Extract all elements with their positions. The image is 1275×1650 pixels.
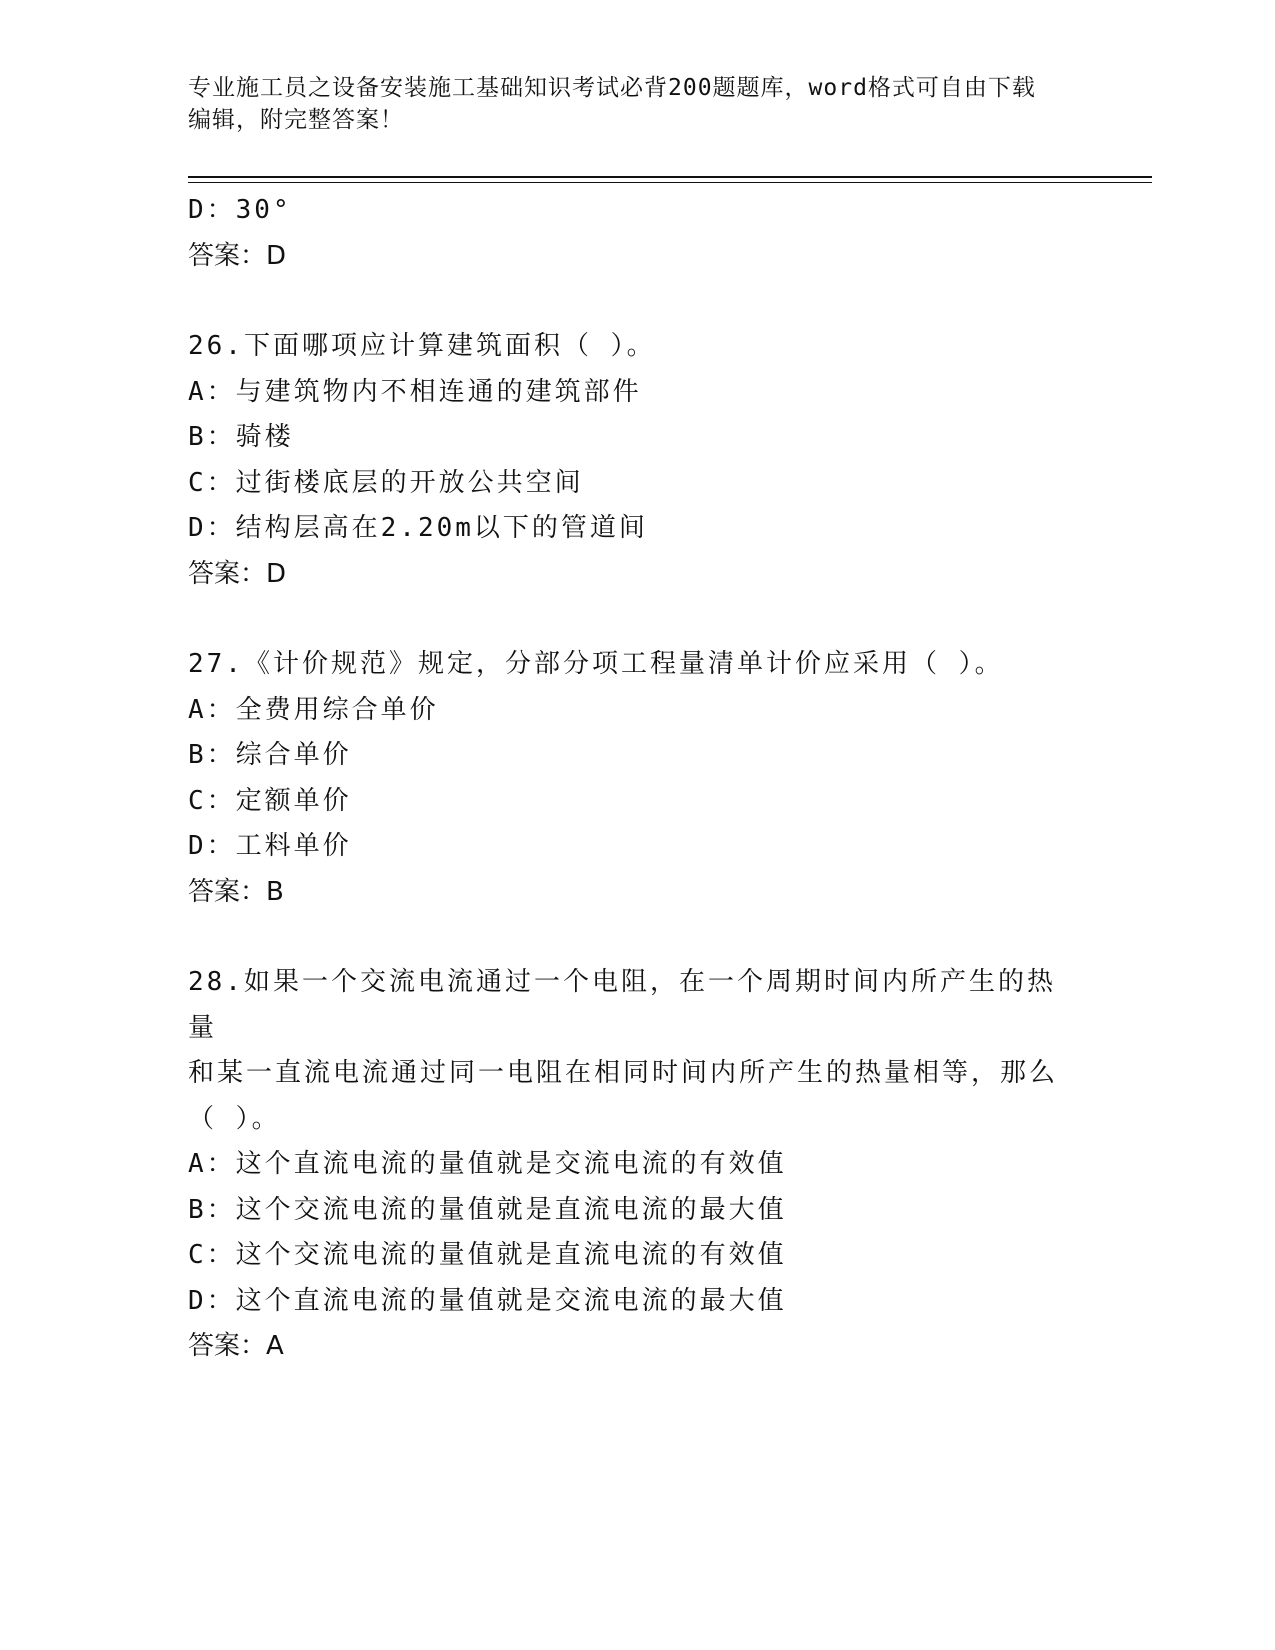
option-a: A：全费用综合单价 xyxy=(188,694,439,725)
option-b: B：综合单价 xyxy=(188,740,352,770)
option-a: A：与建筑物内不相连通的建筑部件 xyxy=(188,376,642,407)
option-d: D：30° xyxy=(188,195,292,225)
question-stem: 26.下面哪项应计算建筑面积（ ）。 xyxy=(188,331,656,361)
header-line-1: 专业施工员之设备安装施工基础知识考试必背200题题库，word格式可自由下载 xyxy=(188,75,1036,101)
previous-question-tail xyxy=(188,188,1088,279)
option-c: C：定额单价 xyxy=(188,785,352,816)
option-d: D：工料单价 xyxy=(188,831,352,861)
option-b: B：骑楼 xyxy=(188,422,294,452)
question-stem: 27.《计价规范》规定，分部分项工程量清单计价应采用（ ）。 xyxy=(188,649,1004,679)
option-c: C：这个交流电流的量值就是直流电流的有效值 xyxy=(188,1240,787,1270)
header-rule-thick xyxy=(188,176,1152,178)
answer-line: 答案：A xyxy=(188,1331,284,1361)
document-body xyxy=(188,188,1088,1370)
header-rule-thin xyxy=(188,182,1152,183)
answer-line: 答案：D xyxy=(188,240,287,271)
question-26 xyxy=(188,324,1088,597)
question-stem-line-2: 和某一直流电流通过同一电阻在相同时间内所产生的热量相等，那么 xyxy=(188,1058,1059,1088)
question-27 xyxy=(188,642,1088,915)
answer-line: 答案：B xyxy=(188,876,284,907)
document-header xyxy=(188,72,1088,136)
option-d: D：结构层高在2.20m以下的管道间 xyxy=(188,513,648,543)
question-stem-line-3: （ ）。 xyxy=(188,1103,281,1134)
option-b: B：这个交流电流的量值就是直流电流的最大值 xyxy=(188,1194,787,1225)
question-stem-line-1: 28.如果一个交流电流通过一个电阻，在一个周期时间内所产生的热量 xyxy=(188,967,1056,1043)
question-28 xyxy=(188,960,1088,1370)
option-d: D：这个直流电流的量值就是交流电流的最大值 xyxy=(188,1285,787,1316)
answer-line: 答案：D xyxy=(188,558,287,589)
option-c: C：过街楼底层的开放公共空间 xyxy=(188,467,584,498)
option-a: A：这个直流电流的量值就是交流电流的有效值 xyxy=(188,1149,787,1179)
header-line-2: 编辑，附完整答案！ xyxy=(188,107,404,133)
